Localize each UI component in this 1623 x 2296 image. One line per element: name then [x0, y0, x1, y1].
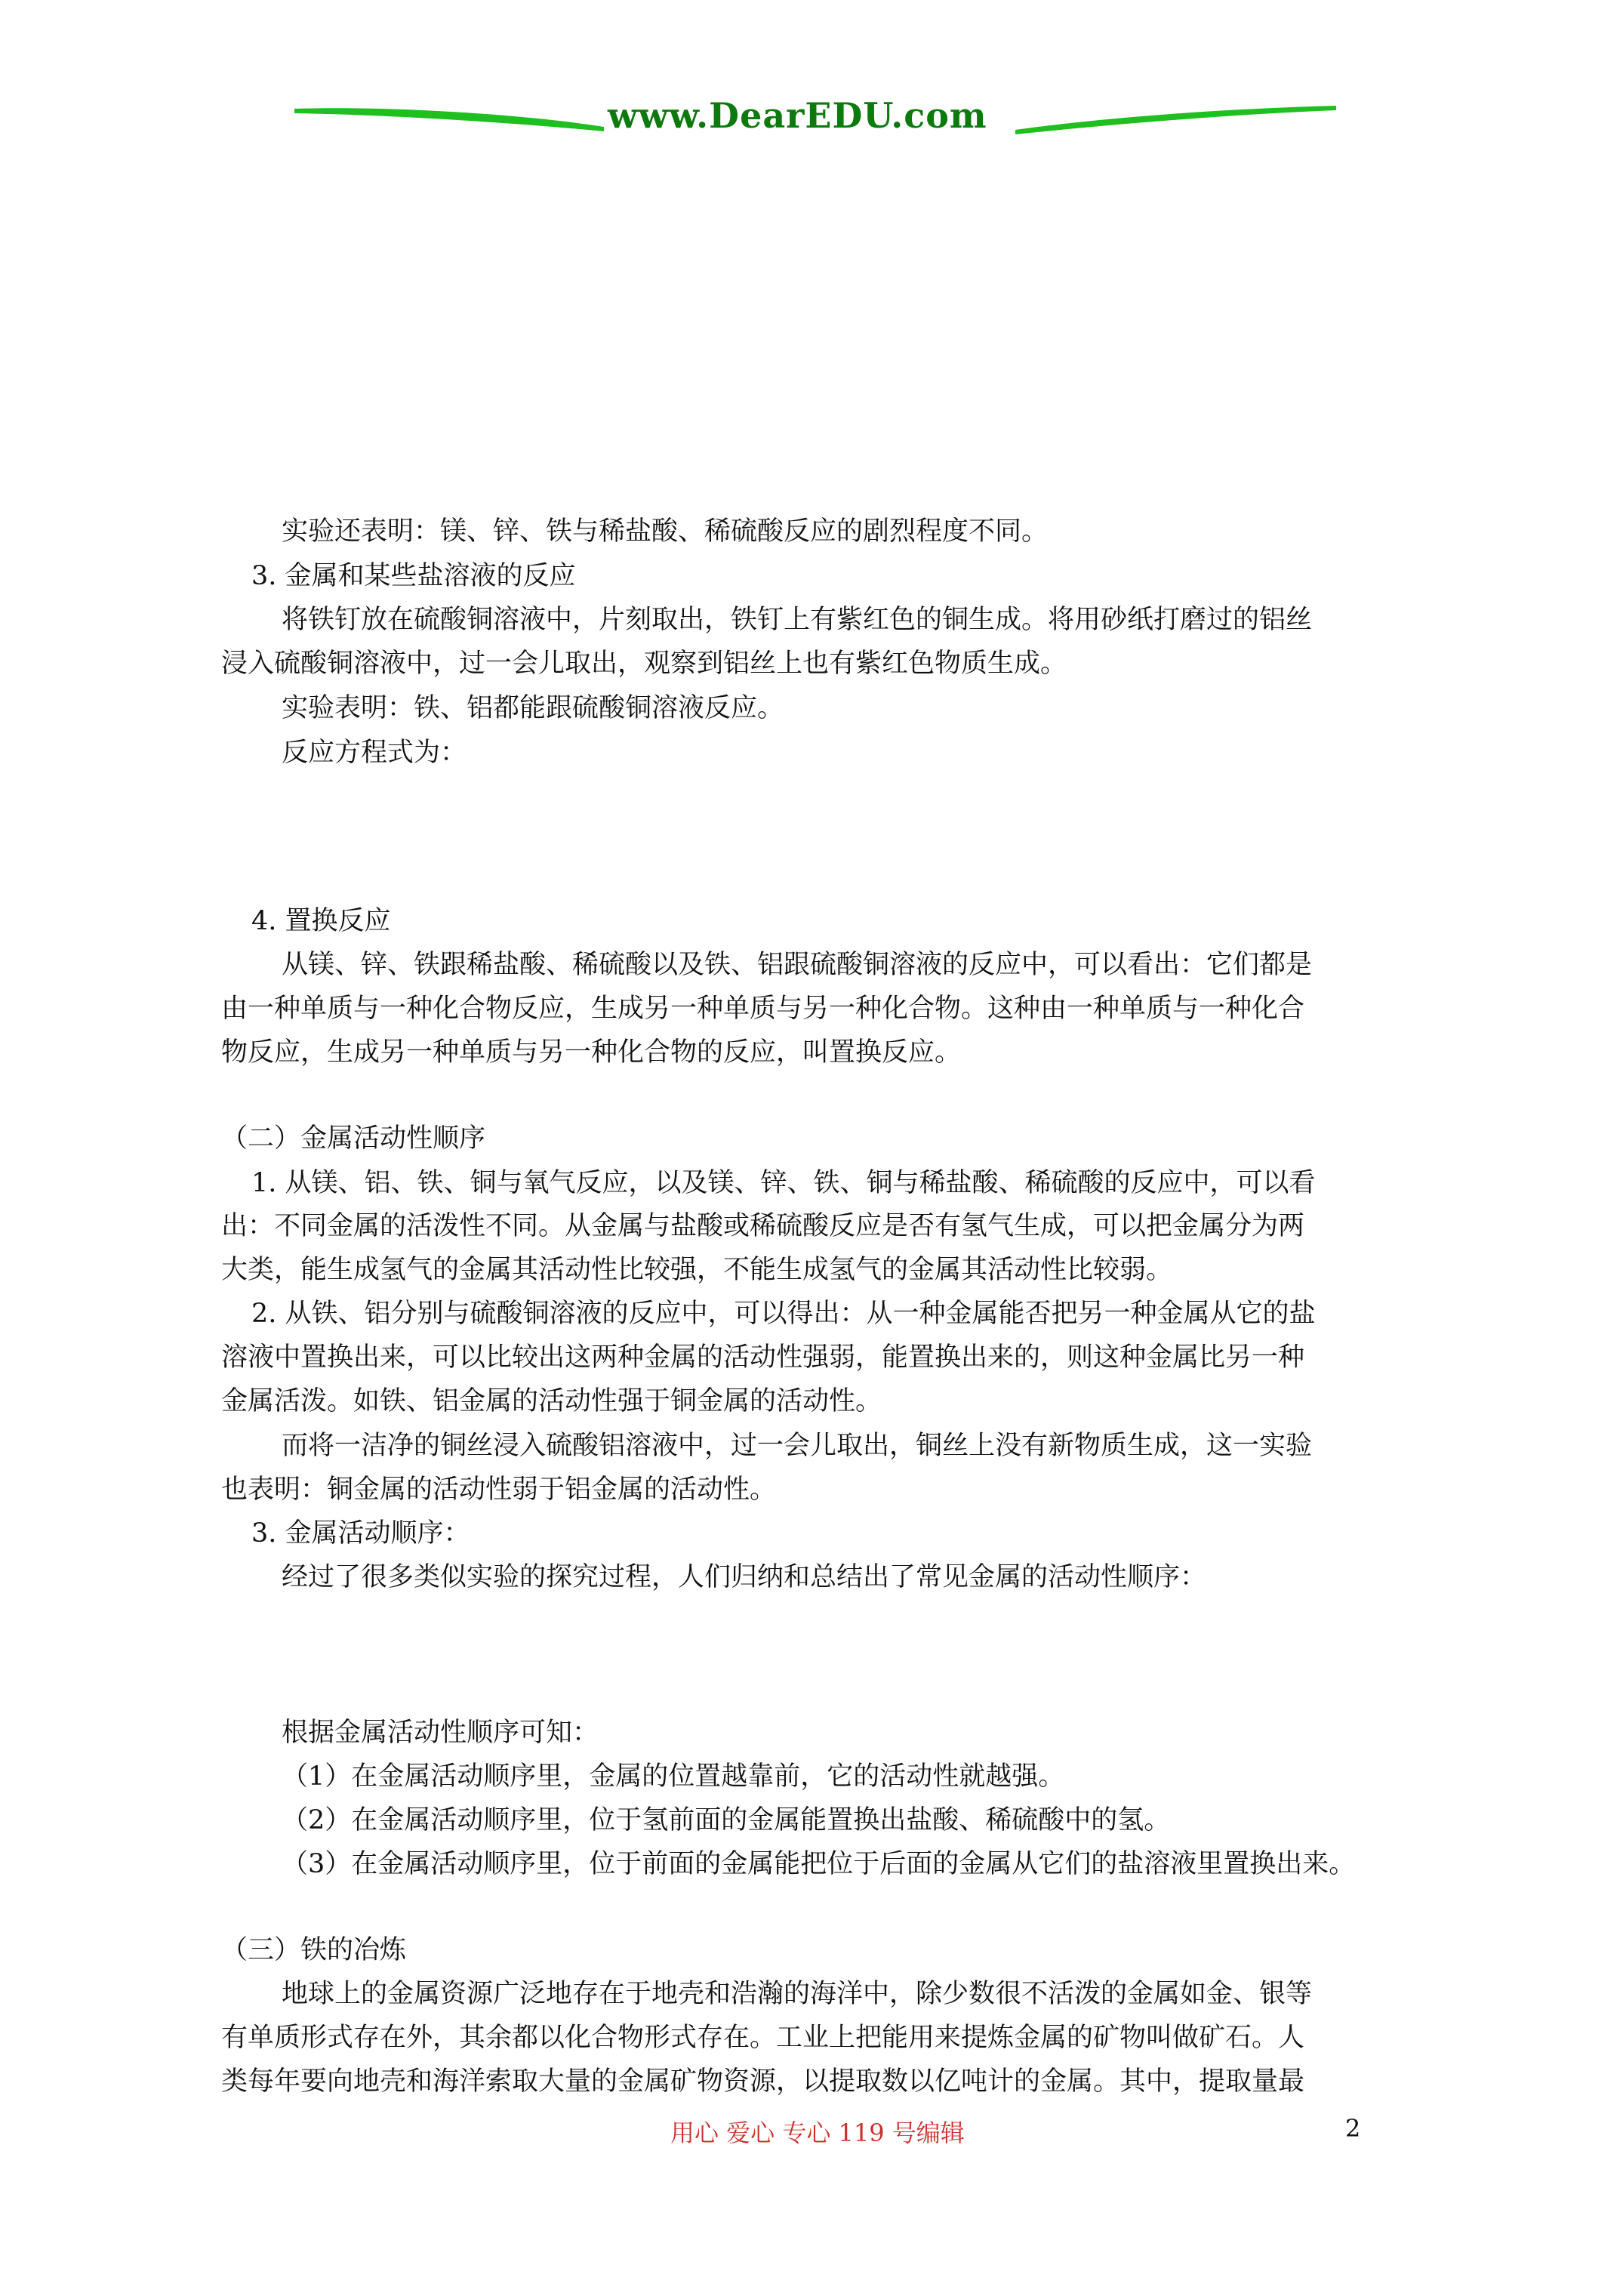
text-line: 由一种单质与一种化合物反应，生成另一种单质与另一种化合物。这种由一种单质与一种化合: [221, 994, 1305, 1024]
text-line: 实验还表明：镁、锌、铁与稀盐酸、稀硫酸反应的剧烈程度不同。: [282, 516, 1049, 547]
text-line: 1. 从镁、铝、铁、铜与氧气反应，以及镁、锌、铁、铜与稀盐酸、稀硫酸的反应中，可以看: [251, 1168, 1316, 1198]
section-heading: （三）铁的冶炼: [221, 1935, 407, 1965]
page-number: 2: [1345, 2114, 1361, 2143]
text-line: 3. 金属和某些盐溶液的反应: [251, 561, 576, 591]
text-line: 物反应，生成另一种单质与另一种化合物的反应，叫置换反应。: [221, 1037, 962, 1068]
text-line: 溶液中置换出来，可以比较出这两种金属的活动性强弱，能置换出来的，则这种金属比另一种: [221, 1342, 1305, 1373]
text-line: 浸入硫酸铜溶液中，过一会儿取出，观察到铝丝上也有紫红色物质生成。: [221, 649, 1067, 679]
footer-label: 用心 爱心 专心 119 号编辑: [670, 2119, 965, 2147]
text-line: 金属活泼。如铁、铝金属的活动性强于铜金属的活动性。: [221, 1386, 882, 1416]
text-line: 经过了很多类似实验的探究过程，人们归纳和总结出了常见金属的活动性顺序：: [282, 1562, 1207, 1592]
text-line: 反应方程式为：: [282, 738, 467, 768]
text-line: 地球上的金属资源广泛地存在于地壳和浩瀚的海洋中，除少数很不活泼的金属如金、银等: [282, 1979, 1313, 2009]
site-logo-text: www.DearEDU.com: [608, 95, 987, 136]
text-line: 根据金属活动性顺序可知：: [282, 1718, 599, 1748]
section-heading: （二）金属活动性顺序: [221, 1123, 486, 1154]
text-line: 将铁钉放在硫酸铜溶液中，片刻取出，铁钉上有紫红色的铜生成。将用砂纸打磨过的铝丝: [282, 605, 1313, 635]
text-line: 大类，能生成氢气的金属其活动性比较强，不能生成氢气的金属其活动性比较弱。: [221, 1255, 1173, 1285]
text-line: 3. 金属活动顺序：: [251, 1518, 470, 1549]
text-line: 实验表明：铁、铝都能跟硫酸铜溶液反应。: [282, 693, 784, 723]
text-line: （2）在金属活动顺序里，位于氢前面的金属能置换出盐酸、稀硫酸中的氢。: [282, 1805, 1171, 1835]
text-line: （1）在金属活动顺序里，金属的位置越靠前，它的活动性就越强。: [282, 1761, 1065, 1792]
text-line: 也表明：铜金属的活动性弱于铝金属的活动性。: [221, 1475, 777, 1505]
text-line: 2. 从铁、铝分别与硫酸铜溶液的反应中，可以得出：从一种金属能否把另一种金属从它的盐: [251, 1299, 1316, 1329]
text-line: 有单质形式存在外，其余都以化合物形式存在。工业上把能用来提炼金属的矿物叫做矿石。人: [221, 2023, 1305, 2053]
text-line: 从镁、锌、铁跟稀盐酸、稀硫酸以及铁、铝跟硫酸铜溶液的反应中，可以看出：它们都是: [282, 950, 1313, 980]
section-heading: 4. 置换反应: [251, 906, 391, 936]
text-line: 类每年要向地壳和海洋索取大量的金属矿物资源，以提取数以亿吨计的金属。其中，提取量最: [221, 2066, 1305, 2097]
text-line: 出：不同金属的活泼性不同。从金属与盐酸或稀硫酸反应是否有氢气生成，可以把金属分为两: [221, 1211, 1305, 1241]
text-line: （3）在金属活动顺序里，位于前面的金属能把位于后面的金属从它们的盐溶液里置换出来。: [282, 1849, 1356, 1879]
text-line: 而将一洁净的铜丝浸入硫酸铝溶液中，过一会儿取出，铜丝上没有新物质生成，这一实验: [282, 1431, 1313, 1461]
